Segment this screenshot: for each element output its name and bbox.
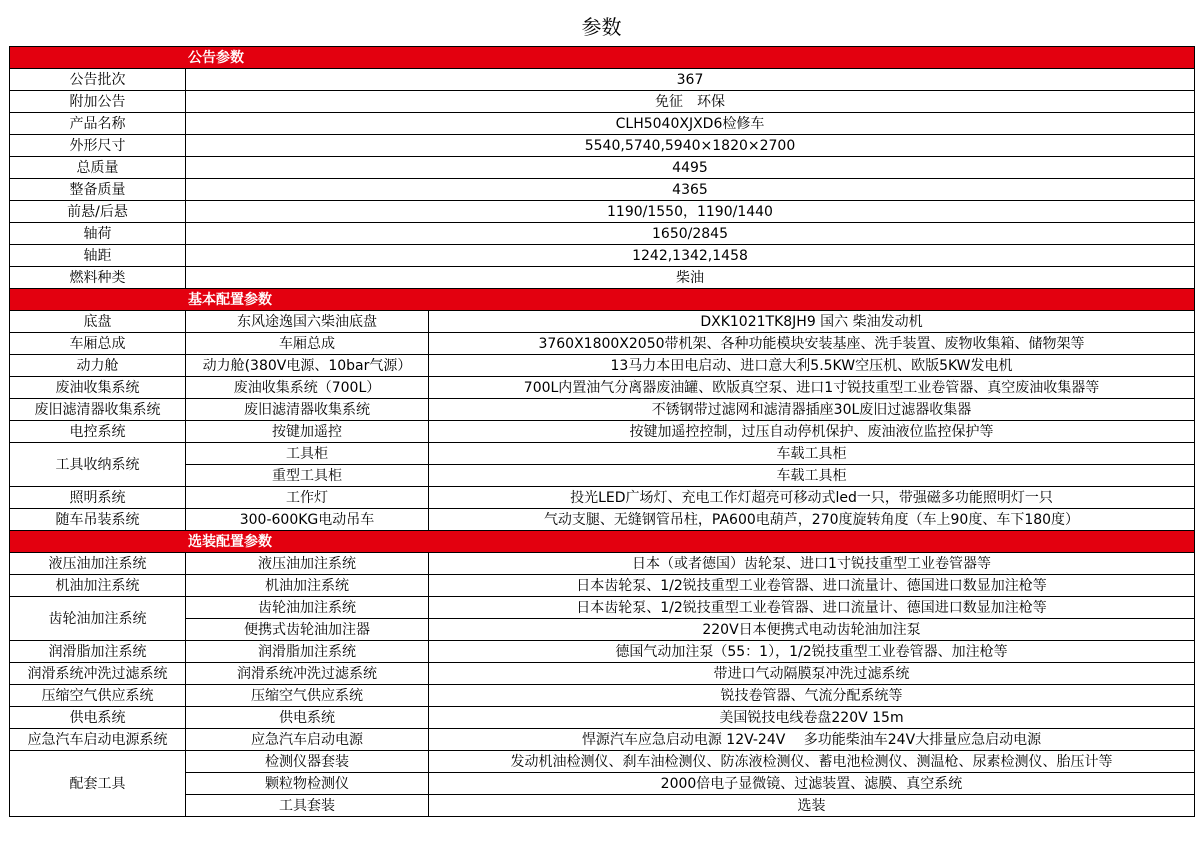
config-category: 应急汽车启动电源系统: [10, 729, 186, 751]
table-row: [10, 201, 1195, 223]
param-label: 外形尺寸: [10, 135, 186, 157]
param-label: 燃料种类: [10, 267, 186, 289]
config-description: 按键加遥控控制，过压自动停机保护、废油液位监控保护等: [429, 421, 1195, 443]
config-description: 气动支腿、无缝钢管吊柱，PA600电葫芦，270度旋转角度（车上90度、车下180度）: [429, 509, 1195, 531]
table-row: [10, 421, 1195, 443]
config-description: 投光LED广场灯、充电工作灯超亮可移动式led一只，带强磁多功能照明灯一只: [429, 487, 1195, 509]
config-item: 润滑脂加注系统: [186, 641, 429, 663]
config-category: 压缩空气供应系统: [10, 685, 186, 707]
param-value: 柴油: [186, 267, 1195, 289]
config-item: 废旧滤清器收集系统: [186, 399, 429, 421]
section-heading: 基本配置参数: [10, 289, 1195, 311]
table-row: [10, 245, 1195, 267]
param-value: 5540,5740,5940×1820×2700: [186, 135, 1195, 157]
param-value: 4495: [186, 157, 1195, 179]
param-label: 前悬/后悬: [10, 201, 186, 223]
config-item: 工作灯: [186, 487, 429, 509]
config-description: 700L内置油气分离器废油罐、欧版真空泵、进口1寸锐技重型工业卷管器、真空废油收集器等: [429, 377, 1195, 399]
param-value: 1190/1550，1190/1440: [186, 201, 1195, 223]
config-description: 不锈钢带过滤网和滤清器插座30L废旧过滤器收集器: [429, 399, 1195, 421]
config-description: 2000倍电子显微镜、过滤装置、滤膜、真空系统: [429, 773, 1195, 795]
table-row: [10, 135, 1195, 157]
table-row: [10, 333, 1195, 355]
config-description: 车载工具柜: [429, 465, 1195, 487]
param-label: 附加公告: [10, 91, 186, 113]
config-description: 选装: [429, 795, 1195, 817]
section-heading: 选装配置参数: [10, 531, 1195, 553]
table-row: [10, 311, 1195, 333]
table-row: [10, 553, 1195, 575]
table-row: [10, 113, 1195, 135]
table-row: [10, 663, 1195, 685]
param-label: 轴距: [10, 245, 186, 267]
table-row: [10, 443, 1195, 465]
config-description: 13马力本田电启动、进口意大利5.5KW空压机、欧版5KW发电机: [429, 355, 1195, 377]
config-description: DXK1021TK8JH9 国六 柴油发动机: [429, 311, 1195, 333]
config-category: 工具收纳系统: [10, 443, 186, 487]
config-description: 日本齿轮泵、1/2锐技重型工业卷管器、进口流量计、德国进口数显加注枪等: [429, 597, 1195, 619]
spec-table: [9, 46, 1195, 817]
config-item: 应急汽车启动电源: [186, 729, 429, 751]
config-category: 车厢总成: [10, 333, 186, 355]
config-description: 美国锐技电线卷盘220V 15m: [429, 707, 1195, 729]
table-row: [10, 157, 1195, 179]
table-row: [10, 619, 1195, 641]
config-description: 日本（或者德国）齿轮泵、进口1寸锐技重型工业卷管器等: [429, 553, 1195, 575]
table-row: [10, 729, 1195, 751]
section-heading: 公告参数: [10, 47, 1195, 69]
config-description: 日本齿轮泵、1/2锐技重型工业卷管器、进口流量计、德国进口数显加注枪等: [429, 575, 1195, 597]
config-description: 锐技卷管器、气流分配系统等: [429, 685, 1195, 707]
param-value: 4365: [186, 179, 1195, 201]
table-row: [10, 707, 1195, 729]
config-item: 齿轮油加注系统: [186, 597, 429, 619]
param-value: 1242,1342,1458: [186, 245, 1195, 267]
config-item: 工具套装: [186, 795, 429, 817]
param-label: 整备质量: [10, 179, 186, 201]
config-item: 按键加遥控: [186, 421, 429, 443]
param-value: 367: [186, 69, 1195, 91]
table-row: [10, 355, 1195, 377]
param-label: 轴荷: [10, 223, 186, 245]
config-description: 德国气动加注泵（55：1），1/2锐技重型工业卷管器、加注枪等: [429, 641, 1195, 663]
section-header-row: [10, 531, 1195, 553]
config-category: 润滑脂加注系统: [10, 641, 186, 663]
config-description: 带进口气动隔膜泵冲洗过滤系统: [429, 663, 1195, 685]
table-row: [10, 751, 1195, 773]
table-row: [10, 795, 1195, 817]
config-item: 机油加注系统: [186, 575, 429, 597]
config-category: 液压油加注系统: [10, 553, 186, 575]
page-title: 参数: [581, 15, 622, 39]
table-row: [10, 685, 1195, 707]
table-row: [10, 641, 1195, 663]
table-row: [10, 91, 1195, 113]
table-row: [10, 179, 1195, 201]
config-description: 悍源汽车应急启动电源 12V-24V 多功能柴油车24V大排量应急启动电源: [429, 729, 1195, 751]
config-category: 润滑系统冲洗过滤系统: [10, 663, 186, 685]
config-item: 检测仪器套装: [186, 751, 429, 773]
table-row: [10, 597, 1195, 619]
spec-sheet: [9, 8, 1194, 817]
table-row: [10, 465, 1195, 487]
config-category: 供电系统: [10, 707, 186, 729]
config-category: 齿轮油加注系统: [10, 597, 186, 641]
table-row: [10, 399, 1195, 421]
config-item: 车厢总成: [186, 333, 429, 355]
table-row: [10, 377, 1195, 399]
config-category: 电控系统: [10, 421, 186, 443]
config-category: 照明系统: [10, 487, 186, 509]
config-item: 重型工具柜: [186, 465, 429, 487]
table-row: [10, 267, 1195, 289]
config-item: 动力舱(380V电源、10bar气源）: [186, 355, 429, 377]
config-description: 220V日本便携式电动齿轮油加注泵: [429, 619, 1195, 641]
param-label: 公告批次: [10, 69, 186, 91]
table-row: [10, 509, 1195, 531]
table-row: [10, 223, 1195, 245]
config-item: 300-600KG电动吊车: [186, 509, 429, 531]
config-description: 车载工具柜: [429, 443, 1195, 465]
section-header-row: [10, 47, 1195, 69]
config-item: 液压油加注系统: [186, 553, 429, 575]
config-item: 东风途逸国六柴油底盘: [186, 311, 429, 333]
config-category: 废油收集系统: [10, 377, 186, 399]
table-row: [10, 575, 1195, 597]
config-category: 配套工具: [10, 751, 186, 817]
config-category: 动力舱: [10, 355, 186, 377]
table-row: [10, 773, 1195, 795]
config-item: 颗粒物检测仪: [186, 773, 429, 795]
config-description: 3760X1800X2050带机架、各种功能模块安装基座、洗手装置、废物收集箱、储物架等: [429, 333, 1195, 355]
param-label: 产品名称: [10, 113, 186, 135]
param-value: 1650/2845: [186, 223, 1195, 245]
config-item: 供电系统: [186, 707, 429, 729]
config-category: 废旧滤清器收集系统: [10, 399, 186, 421]
config-item: 废油收集系统（700L）: [186, 377, 429, 399]
param-value: CLH5040XJXD6检修车: [186, 113, 1195, 135]
config-item: 便携式齿轮油加注器: [186, 619, 429, 641]
config-item: 润滑系统冲洗过滤系统: [186, 663, 429, 685]
section-header-row: [10, 289, 1195, 311]
config-category: 底盘: [10, 311, 186, 333]
config-category: 随车吊装系统: [10, 509, 186, 531]
table-row: [10, 69, 1195, 91]
config-description: 发动机油检测仪、刹车油检测仪、防冻液检测仪、蓄电池检测仪、测温枪、尿素检测仪、胎压计等: [429, 751, 1195, 773]
param-label: 总质量: [10, 157, 186, 179]
table-row: [10, 487, 1195, 509]
config-category: 机油加注系统: [10, 575, 186, 597]
config-item: 工具柜: [186, 443, 429, 465]
config-item: 压缩空气供应系统: [186, 685, 429, 707]
param-value: 免征 环保: [186, 91, 1195, 113]
